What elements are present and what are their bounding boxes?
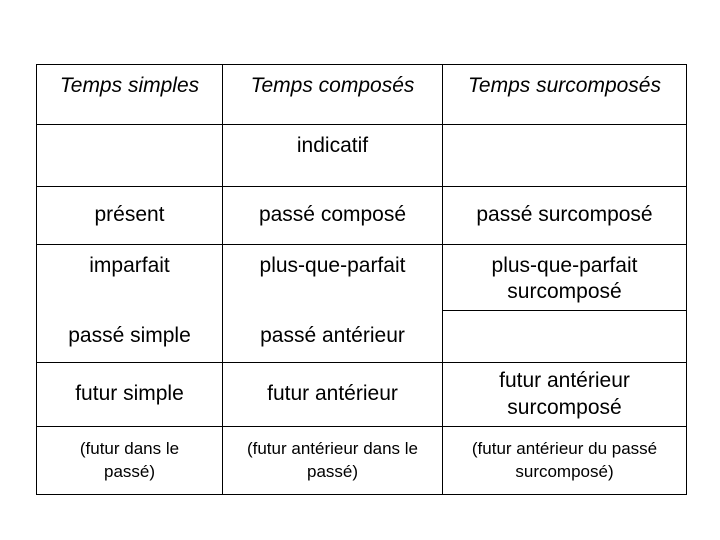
cell-line: surcomposé bbox=[507, 280, 622, 304]
cell-line: futur antérieur bbox=[499, 369, 630, 393]
conjugation-tenses-table bbox=[36, 64, 687, 495]
cell-plus-que-parfait-surcompose bbox=[443, 245, 687, 311]
cell-present: présent bbox=[37, 187, 223, 245]
cell-line: passé) bbox=[306, 461, 359, 481]
cell-imparfait: imparfait bbox=[37, 245, 223, 311]
cell-line: passé) bbox=[103, 461, 156, 481]
cell-futur-anterieur-dans-le-passe bbox=[223, 427, 443, 495]
mood-label-indicatif: indicatif bbox=[223, 125, 443, 187]
cell-line: surcomposé) bbox=[515, 461, 614, 481]
table-row bbox=[37, 245, 687, 311]
header-temps-surcomposes: Temps surcomposés bbox=[443, 65, 687, 125]
table-row bbox=[37, 311, 687, 363]
cell-futur-anterieur: futur antérieur bbox=[223, 363, 443, 427]
cell-passe-anterieur: passé antérieur bbox=[223, 311, 443, 363]
table-row bbox=[37, 187, 687, 245]
cell-passe-compose: passé composé bbox=[223, 187, 443, 245]
cell-passe-simple: passé simple bbox=[37, 311, 223, 363]
mood-empty-cell-right bbox=[443, 125, 687, 187]
table-row bbox=[37, 427, 687, 495]
header-row bbox=[37, 65, 687, 125]
cell-passe-surcompose: passé surcomposé bbox=[443, 187, 687, 245]
cell-futur-simple: futur simple bbox=[37, 363, 223, 427]
mood-empty-cell-left bbox=[37, 125, 223, 187]
cell-line: (futur antérieur du passé bbox=[471, 438, 658, 458]
cell-futur-dans-le-passe bbox=[37, 427, 223, 495]
table-row bbox=[37, 363, 687, 427]
cell-line: (futur dans le bbox=[79, 438, 180, 458]
cell-futur-anterieur-du-passe-surcompose bbox=[443, 427, 687, 495]
cell-empty-surcompose bbox=[443, 311, 687, 363]
cell-line: plus-que-parfait bbox=[491, 254, 638, 277]
header-temps-composes: Temps composés bbox=[223, 65, 443, 125]
cell-futur-anterieur-surcompose bbox=[443, 363, 687, 427]
cell-line: (futur antérieur dans le bbox=[246, 438, 419, 458]
mood-row bbox=[37, 125, 687, 187]
cell-plus-que-parfait: plus-que-parfait bbox=[223, 245, 443, 311]
cell-line: surcomposé bbox=[507, 395, 622, 419]
header-temps-simples: Temps simples bbox=[37, 65, 223, 125]
